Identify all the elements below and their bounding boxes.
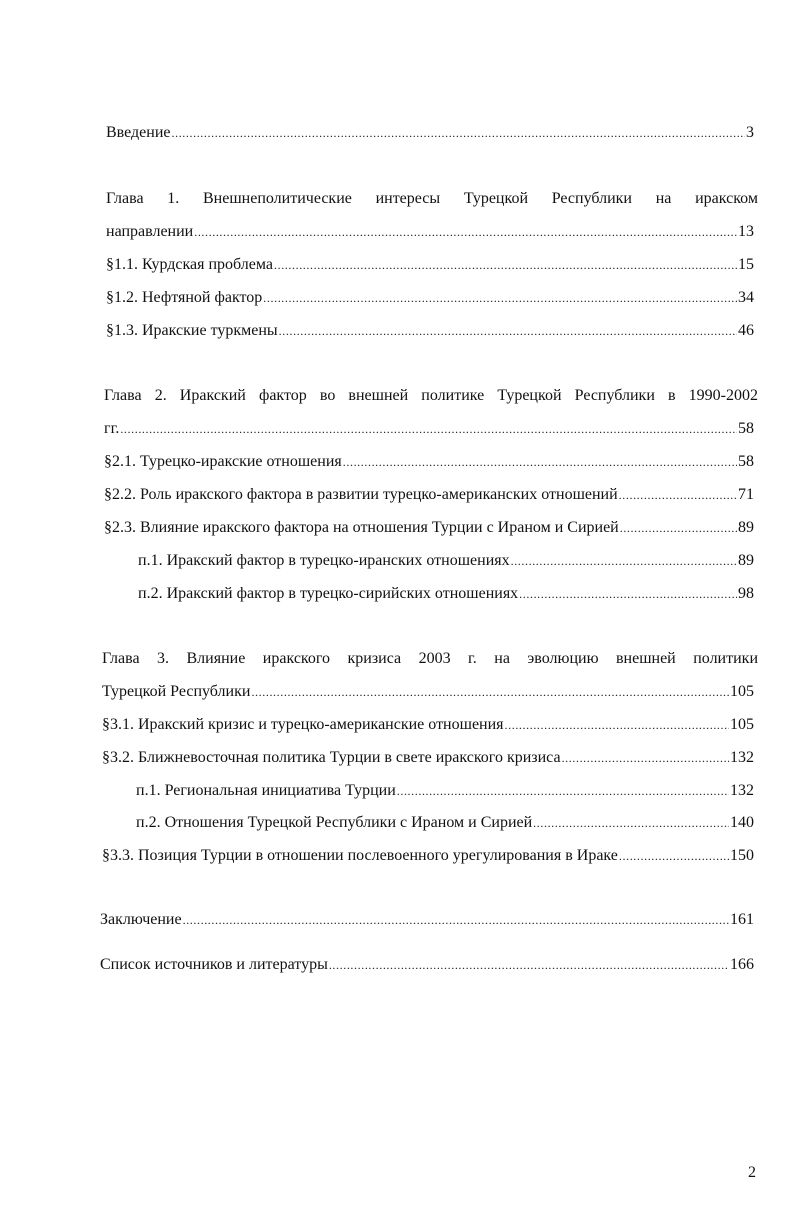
toc-title: §2.2. Роль иракского фактора в развитии турецко-американских отношений (104, 486, 618, 503)
toc-page: 150 (730, 847, 754, 864)
toc-page: 71 (738, 486, 754, 503)
toc-page: 89 (738, 552, 754, 569)
toc-title: направлении (106, 223, 194, 240)
toc-page: 89 (738, 519, 754, 536)
toc-entry-subsection (136, 780, 754, 802)
toc-leader-dots (619, 484, 737, 506)
toc-page: 132 (730, 749, 754, 766)
toc-title: §3.1. Иракский кризис и турецко-американские отношения (102, 716, 504, 733)
toc-page: 105 (730, 716, 754, 733)
toc-title: §3.3. Позиция Турции в отношении послевоенного урегулирования в Ираке (102, 847, 618, 864)
toc-entry-subsection (138, 550, 754, 572)
toc-page: 3 (746, 124, 754, 141)
toc-page: 132 (730, 782, 754, 799)
toc-entry-subsection (136, 812, 754, 834)
toc-leader-dots (120, 418, 737, 440)
toc-entry-subsection (138, 583, 754, 605)
toc-entry-section (104, 484, 754, 506)
toc-leader-dots (519, 583, 737, 605)
toc-title: §1.3. Иракские туркмены (106, 322, 278, 339)
toc-entry-conclusion (100, 909, 754, 931)
toc-entry-section (104, 451, 754, 473)
toc-leader-dots (172, 122, 746, 144)
toc-page: 46 (738, 322, 754, 339)
toc-page: 34 (738, 289, 754, 306)
toc-page: 161 (730, 911, 754, 928)
toc-entry-intro (106, 122, 754, 144)
toc-title: Заключение (100, 911, 182, 928)
toc-entry-section (106, 320, 754, 342)
toc-leader-dots (505, 714, 729, 736)
toc-leader-dots (533, 812, 729, 834)
chapter2-heading: Глава 2. Иракский фактор во внешней политике Турецкой Республики в 1990-2002 (104, 387, 758, 404)
toc-title: п.2. Отношения Турецкой Республики с Ираном и Сирией (136, 814, 533, 831)
toc-title: §1.2. Нефтяной фактор (106, 289, 263, 306)
toc-page: 166 (730, 956, 754, 973)
toc-leader-dots (562, 747, 729, 769)
toc-entry-section (106, 287, 754, 309)
toc-page: 140 (730, 814, 754, 831)
toc-title: §2.3. Влияние иракского фактора на отношения Турции с Ираном и Сирией (104, 519, 619, 536)
toc-leader-dots (251, 681, 729, 703)
toc-page: 98 (738, 585, 754, 602)
toc-leader-dots (329, 954, 729, 976)
toc-title: Турецкой Республики (102, 683, 251, 700)
toc-title: §3.2. Ближневосточная политика Турции в свете иракского кризиса (102, 749, 561, 766)
toc-title: §2.1. Турецко-иракские отношения (104, 453, 342, 470)
chapter3-heading: Глава 3. Влияние иракского кризиса 2003 г. на эволюцию внешней политики (102, 650, 758, 667)
toc-title: §1.1. Курдская проблема (106, 256, 273, 273)
toc-entry-chapter3 (102, 681, 754, 703)
toc-entry-section (102, 845, 754, 867)
page-number: 2 (748, 1164, 756, 1181)
toc-leader-dots (619, 845, 729, 867)
toc-leader-dots (343, 451, 737, 473)
toc-page: 58 (738, 453, 754, 470)
toc-entry-chapter1 (106, 221, 754, 243)
toc-page: 13 (738, 223, 754, 240)
toc-entry-section (102, 747, 754, 769)
toc-leader-dots (183, 909, 729, 931)
toc-leader-dots (263, 287, 737, 309)
toc-title: п.1. Региональная инициатива Турции (136, 782, 396, 799)
toc-entry-chapter2 (104, 418, 754, 440)
chapter1-heading: Глава 1. Внешнеполитические интересы Турецкой Республики на иракском (106, 190, 758, 207)
toc-leader-dots (620, 517, 737, 539)
toc-title: п.1. Иракский фактор в турецко-иранских отношениях (138, 552, 510, 569)
toc-title: п.2. Иракский фактор в турецко-сирийских отношениях (138, 585, 519, 602)
toc-page: 15 (738, 256, 754, 273)
toc-title: гг. (104, 420, 120, 437)
toc-leader-dots (511, 550, 737, 572)
toc-entry-section (102, 714, 754, 736)
toc-entry-bibliography (100, 954, 754, 976)
toc-leader-dots (274, 254, 737, 276)
toc-title: Введение (106, 124, 171, 141)
toc-leader-dots (194, 221, 737, 243)
toc-leader-dots (279, 320, 737, 342)
toc-entry-section (106, 254, 754, 276)
toc-leader-dots (397, 780, 729, 802)
toc-page: 58 (738, 420, 754, 437)
toc-entry-section (104, 517, 754, 539)
toc-title: Список источников и литературы (100, 956, 328, 973)
toc-page: 105 (730, 683, 754, 700)
